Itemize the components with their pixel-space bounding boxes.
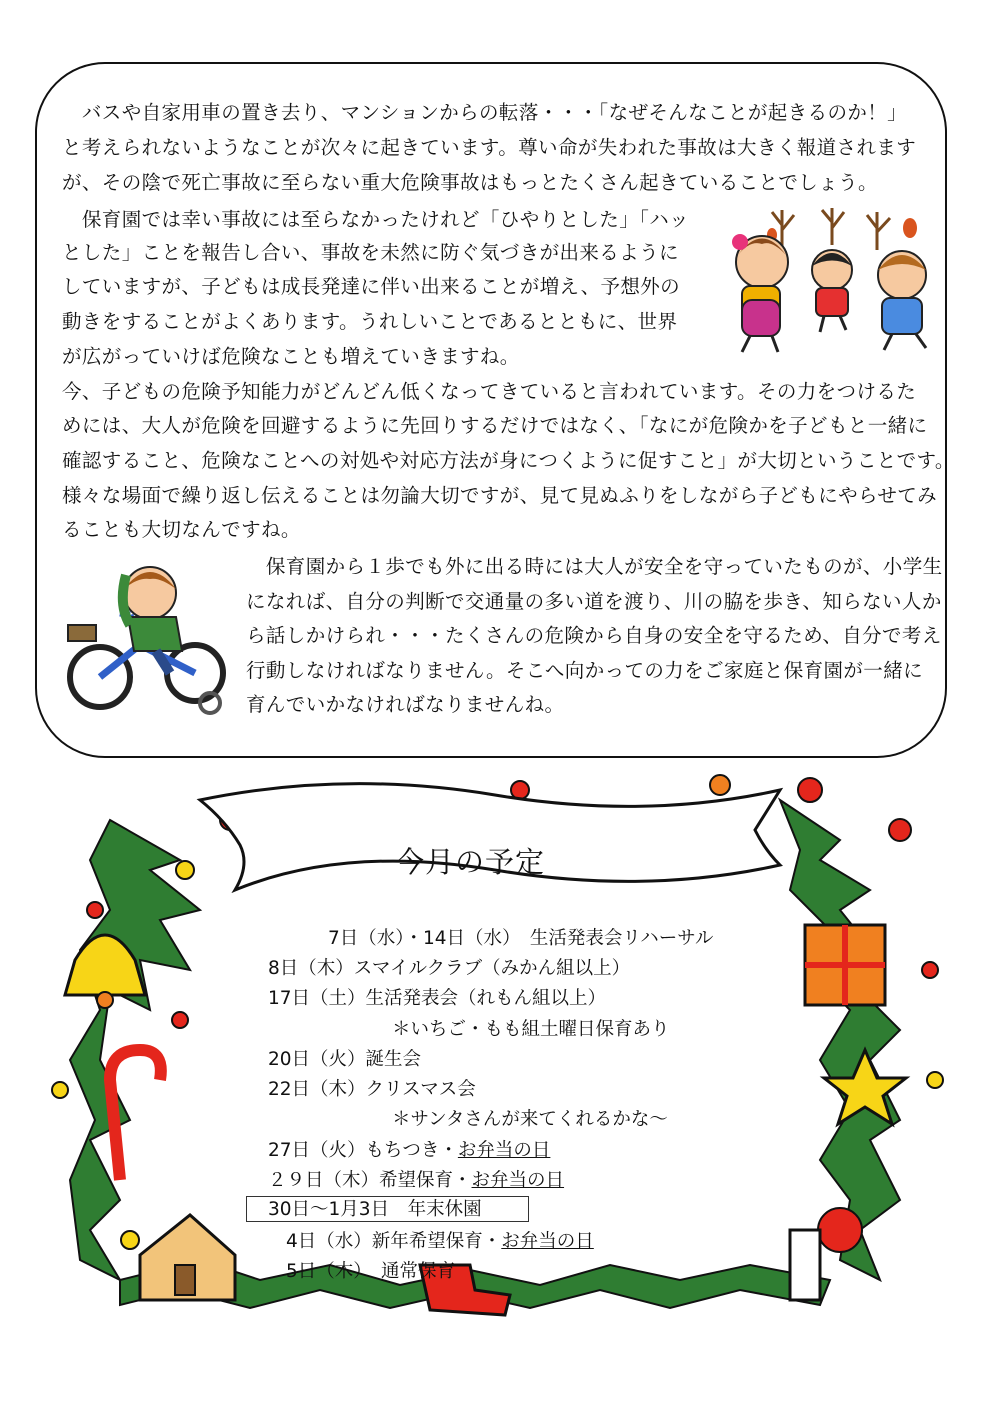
p1-line-1: バスや自家用車の置き去り、マンションからの転落・・・「なぜそんなことが起きるのか！」: [62, 101, 908, 124]
boy-bicycle-illustration: [60, 555, 230, 720]
children-running-illustration: [712, 200, 942, 360]
p4-line-3: ら話しかけられ・・・たくさんの危険から自身の安全を守るため、自分で考え: [246, 624, 942, 647]
p3-line-5: ることも大切なんですね。: [62, 518, 301, 541]
schedule-item-11: 4日（水）新年希望保育・お弁当の日: [286, 1231, 594, 1252]
p4-line-1: 保育園から１歩でも外に出る時には大人が安全を守っていたものが、小学生: [246, 555, 943, 578]
p2-line-1: 保育園では幸い事故には至らなかったけれど「ひやりとした」「ハッ: [62, 208, 690, 231]
p1-line-3: が、その陰で死亡事故に至らない重大危険事故はもっとたくさん起きていることでしょう。: [62, 171, 878, 194]
p1-line-2: と考えられないようなことが次々に起きています。尊い命が失われた事故は大きく報道されます: [62, 136, 917, 159]
schedule-item-5: 20日（火）誕生会: [268, 1049, 422, 1070]
p3-line-4: 様々な場面で繰り返し伝えることは勿論大切ですが、見て見ぬふりをしながら子どもにやらせてみ: [62, 484, 938, 507]
schedule-item-12: 5日（木） 通常保育: [286, 1261, 456, 1282]
p3-line-3: 確認すること、危険なことへの対処や対応方法が身につくように促すこと」が大切ということです。: [62, 449, 955, 472]
schedule-item-10: 30日～1月3日 年末休園: [268, 1199, 482, 1220]
schedule-item-3: 17日（土）生活発表会（れもん組以上）: [268, 988, 607, 1009]
p2-line-5: が広がっていけば危険なことも増えていきますね。: [62, 345, 520, 368]
p3-line-2: めには、大人が危険を回避するように先回りするだけではなく、「なにが危険かを子どもと一緒に: [62, 414, 928, 437]
schedule-item-9: ２９日（木）希望保育・お弁当の日: [268, 1170, 565, 1191]
p4-line-5: 育んでいかなければなりませんね。: [246, 693, 565, 716]
schedule-item-2: 8日（木）スマイルクラブ（みかん組以上）: [268, 958, 631, 979]
schedule-item-6: 22日（木）クリスマス会: [268, 1079, 476, 1100]
schedule-item-8: 27日（火）もちつき・お弁当の日: [268, 1140, 551, 1161]
p4-line-4: 行動しなければなりません。そこへ向かっての力をご家庭と保育園が一緒に: [246, 659, 923, 682]
schedule-title: 今月の予定: [395, 845, 546, 879]
p2-line-3: していますが、子どもは成長発達に伴い出来ることが増え、予想外の: [62, 275, 681, 298]
p2-line-4: 動きをすることがよくあります。うれしいことであるとともに、世界: [62, 310, 678, 333]
schedule-item-7: ＊サンタさんが来てくれるかな～: [392, 1109, 668, 1130]
p3-line-1: 今、子どもの危険予知能力がどんどん低くなってきていると言われています。その力をつけるた: [62, 380, 917, 403]
schedule-item-4: ＊いちご・もも組土曜日保育あり: [392, 1019, 670, 1040]
p4-line-2: になれば、自分の判断で交通量の多い道を渡り、川の脇を歩き、知らない人か: [246, 590, 942, 613]
p2-line-2: とした」ことを報告し合い、事故を未然に防ぐ気づきが出来るように: [62, 241, 679, 264]
schedule-item-1: 7日（水）・14日（水） 生活発表会リハーサル: [328, 928, 714, 949]
